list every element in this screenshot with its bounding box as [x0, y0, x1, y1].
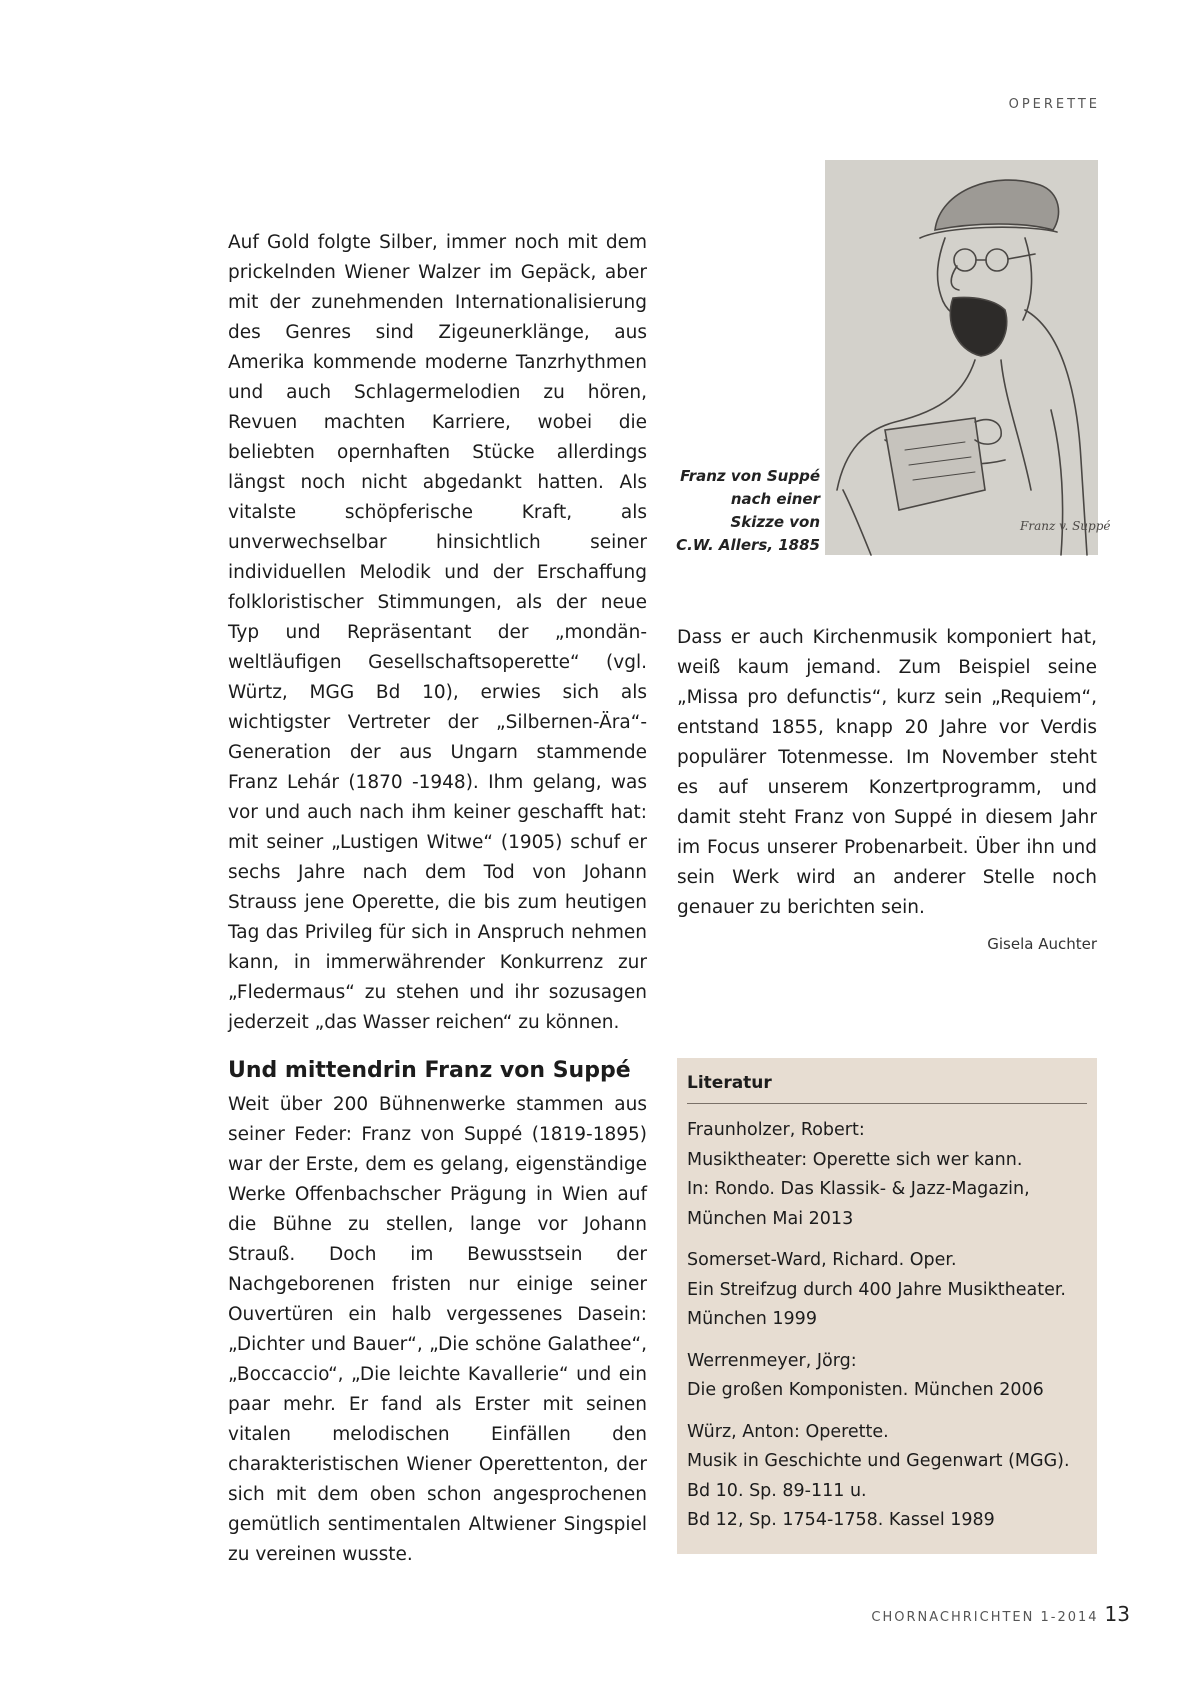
literature-entry	[687, 1418, 1087, 1536]
left-column	[228, 228, 647, 1570]
right-column	[677, 623, 1097, 953]
literature-line: München 1999	[687, 1309, 817, 1329]
literature-line: Die großen Komponisten. München 2006	[687, 1380, 1044, 1400]
publication-name: CHORNACHRICHTEN 1-2014	[871, 1610, 1099, 1625]
section-label: OPERETTE	[1008, 97, 1100, 112]
literature-line: Musik in Geschichte und Gegenwart (MGG).	[687, 1451, 1070, 1471]
literature-title: Literatur	[687, 1071, 1087, 1104]
literature-line: Würz, Anton: Operette.	[687, 1421, 889, 1442]
article-paragraph-3: Dass er auch Kirchenmusik komponiert hat, weiß kaum jemand. Zum Beispiel seine „Missa pro defunctis“, kurz sein „Requiem“, entstand 1855, knapp 20 Jahre vor Verdis populärer Totenmesse. Im November steht es auf unserem Konzertprogramm, und damit steht Franz von Suppé in diesem Jahr im Focus unserer Probenarbeit. Über ihn und sein Werk wird an anderer Stelle noch genauer zu berichten sein.	[677, 627, 1097, 918]
literature-line: Ein Streifzug durch 400 Jahre Musiktheater.	[687, 1279, 1066, 1300]
literature-line: München Mai 2013	[687, 1208, 854, 1229]
page-footer	[871, 1602, 1130, 1626]
literature-entry	[687, 1116, 1087, 1234]
portrait-sketch-image	[825, 160, 1111, 555]
subheading: Und mittendrin Franz von Suppé	[228, 1058, 631, 1083]
caption-line: Franz von Suppé	[680, 467, 820, 485]
literature-box	[677, 1058, 1097, 1554]
literature-line: In: Rondo. Das Klassik- & Jazz-Magazin,	[687, 1179, 1030, 1199]
literature-entry	[687, 1246, 1087, 1335]
page-number: 13	[1104, 1602, 1130, 1626]
author-name: Gisela Auchter	[987, 935, 1097, 953]
article-paragraph-1: Auf Gold folgte Silber, immer noch mit dem prickelnden Wiener Walzer im Gepäck, aber mit der zunehmenden Internationalisierung des Genres sind Zigeunerklänge, aus Amerika kommende moderne Tanzrhythmen und auch Schlagermelodien zu hören, Revuen machten Karriere, wobei die beliebten opernhaften Stücke allerdings längst noch nicht abgedankt hatten. Als vitalste schöpferische Kraft, als unverwechselbar hinsichtlich seiner individuellen Melodik und der Erschaffung folkloristischer Stimmungen, als der neue Typ und Repräsentant der „mondän-weltläufigen Gesellschaftsoperette“ (vgl. Würtz, MGG Bd 10), erwies sich als wichtigster Vertreter der „Silbernen-Ära“-Generation der aus Ungarn stammende Franz Lehár (1870 -1948). Ihm gelang, was vor und auch nach ihm keiner geschafft hat: mit seiner „Lustigen Witwe“ (1905) schuf er sechs Jahre nach dem Tod von Johann Strauss jene Operette, die bis zum heutigen Tag das Privileg für sich in Anspruch nehmen kann, in immerwährender Konkurrenz zur „Fledermaus“ zu stehen und ihr sozusagen jederzeit „das Wasser reichen“ zu können.	[228, 232, 647, 1033]
caption-line: nach einer	[730, 490, 820, 508]
literature-entry	[687, 1347, 1087, 1406]
literature-line: Musiktheater: Operette sich wer kann.	[687, 1149, 1023, 1170]
article-paragraph-2: Weit über 200 Bühnenwerke stammen aus seiner Feder: Franz von Suppé (1819-1895) war der Erste, dem es gelang, eigenständige Werke Offenbachscher Prägung in Wien auf die Bühne zu stellen, lange vor Johann Strauß. Doch im Bewusstsein der Nachgeborenen fristen nur einige seiner Ouvertüren ein halb vergessenes Dasein: „Dichter und Bauer“, „Die schöne Galathee“, „Boccaccio“, „Die leichte Kavallerie“ und ein paar mehr. Er fand als Erster mit seinen vitalen melodischen Einfällen den charakteristischen Wiener Operettenton, der sich mit dem oben schon angesprochenen gemütlich sentimentalen Altwiener Singspiel zu vereinen wusste.	[228, 1094, 647, 1565]
literature-line: Bd 10. Sp. 89-111 u.	[687, 1480, 867, 1501]
caption-line: Skizze von	[730, 513, 820, 531]
sketch-signature: Franz v. Suppé	[1020, 519, 1111, 533]
figure-caption	[665, 465, 820, 557]
caption-line: C.W. Allers, 1885	[676, 536, 820, 554]
literature-line: Werrenmeyer, Jörg:	[687, 1350, 857, 1371]
literature-line: Bd 12, Sp. 1754-1758. Kassel 1989	[687, 1510, 995, 1530]
literature-line: Somerset-Ward, Richard. Oper.	[687, 1250, 957, 1270]
literature-line: Fraunholzer, Robert:	[687, 1120, 865, 1140]
